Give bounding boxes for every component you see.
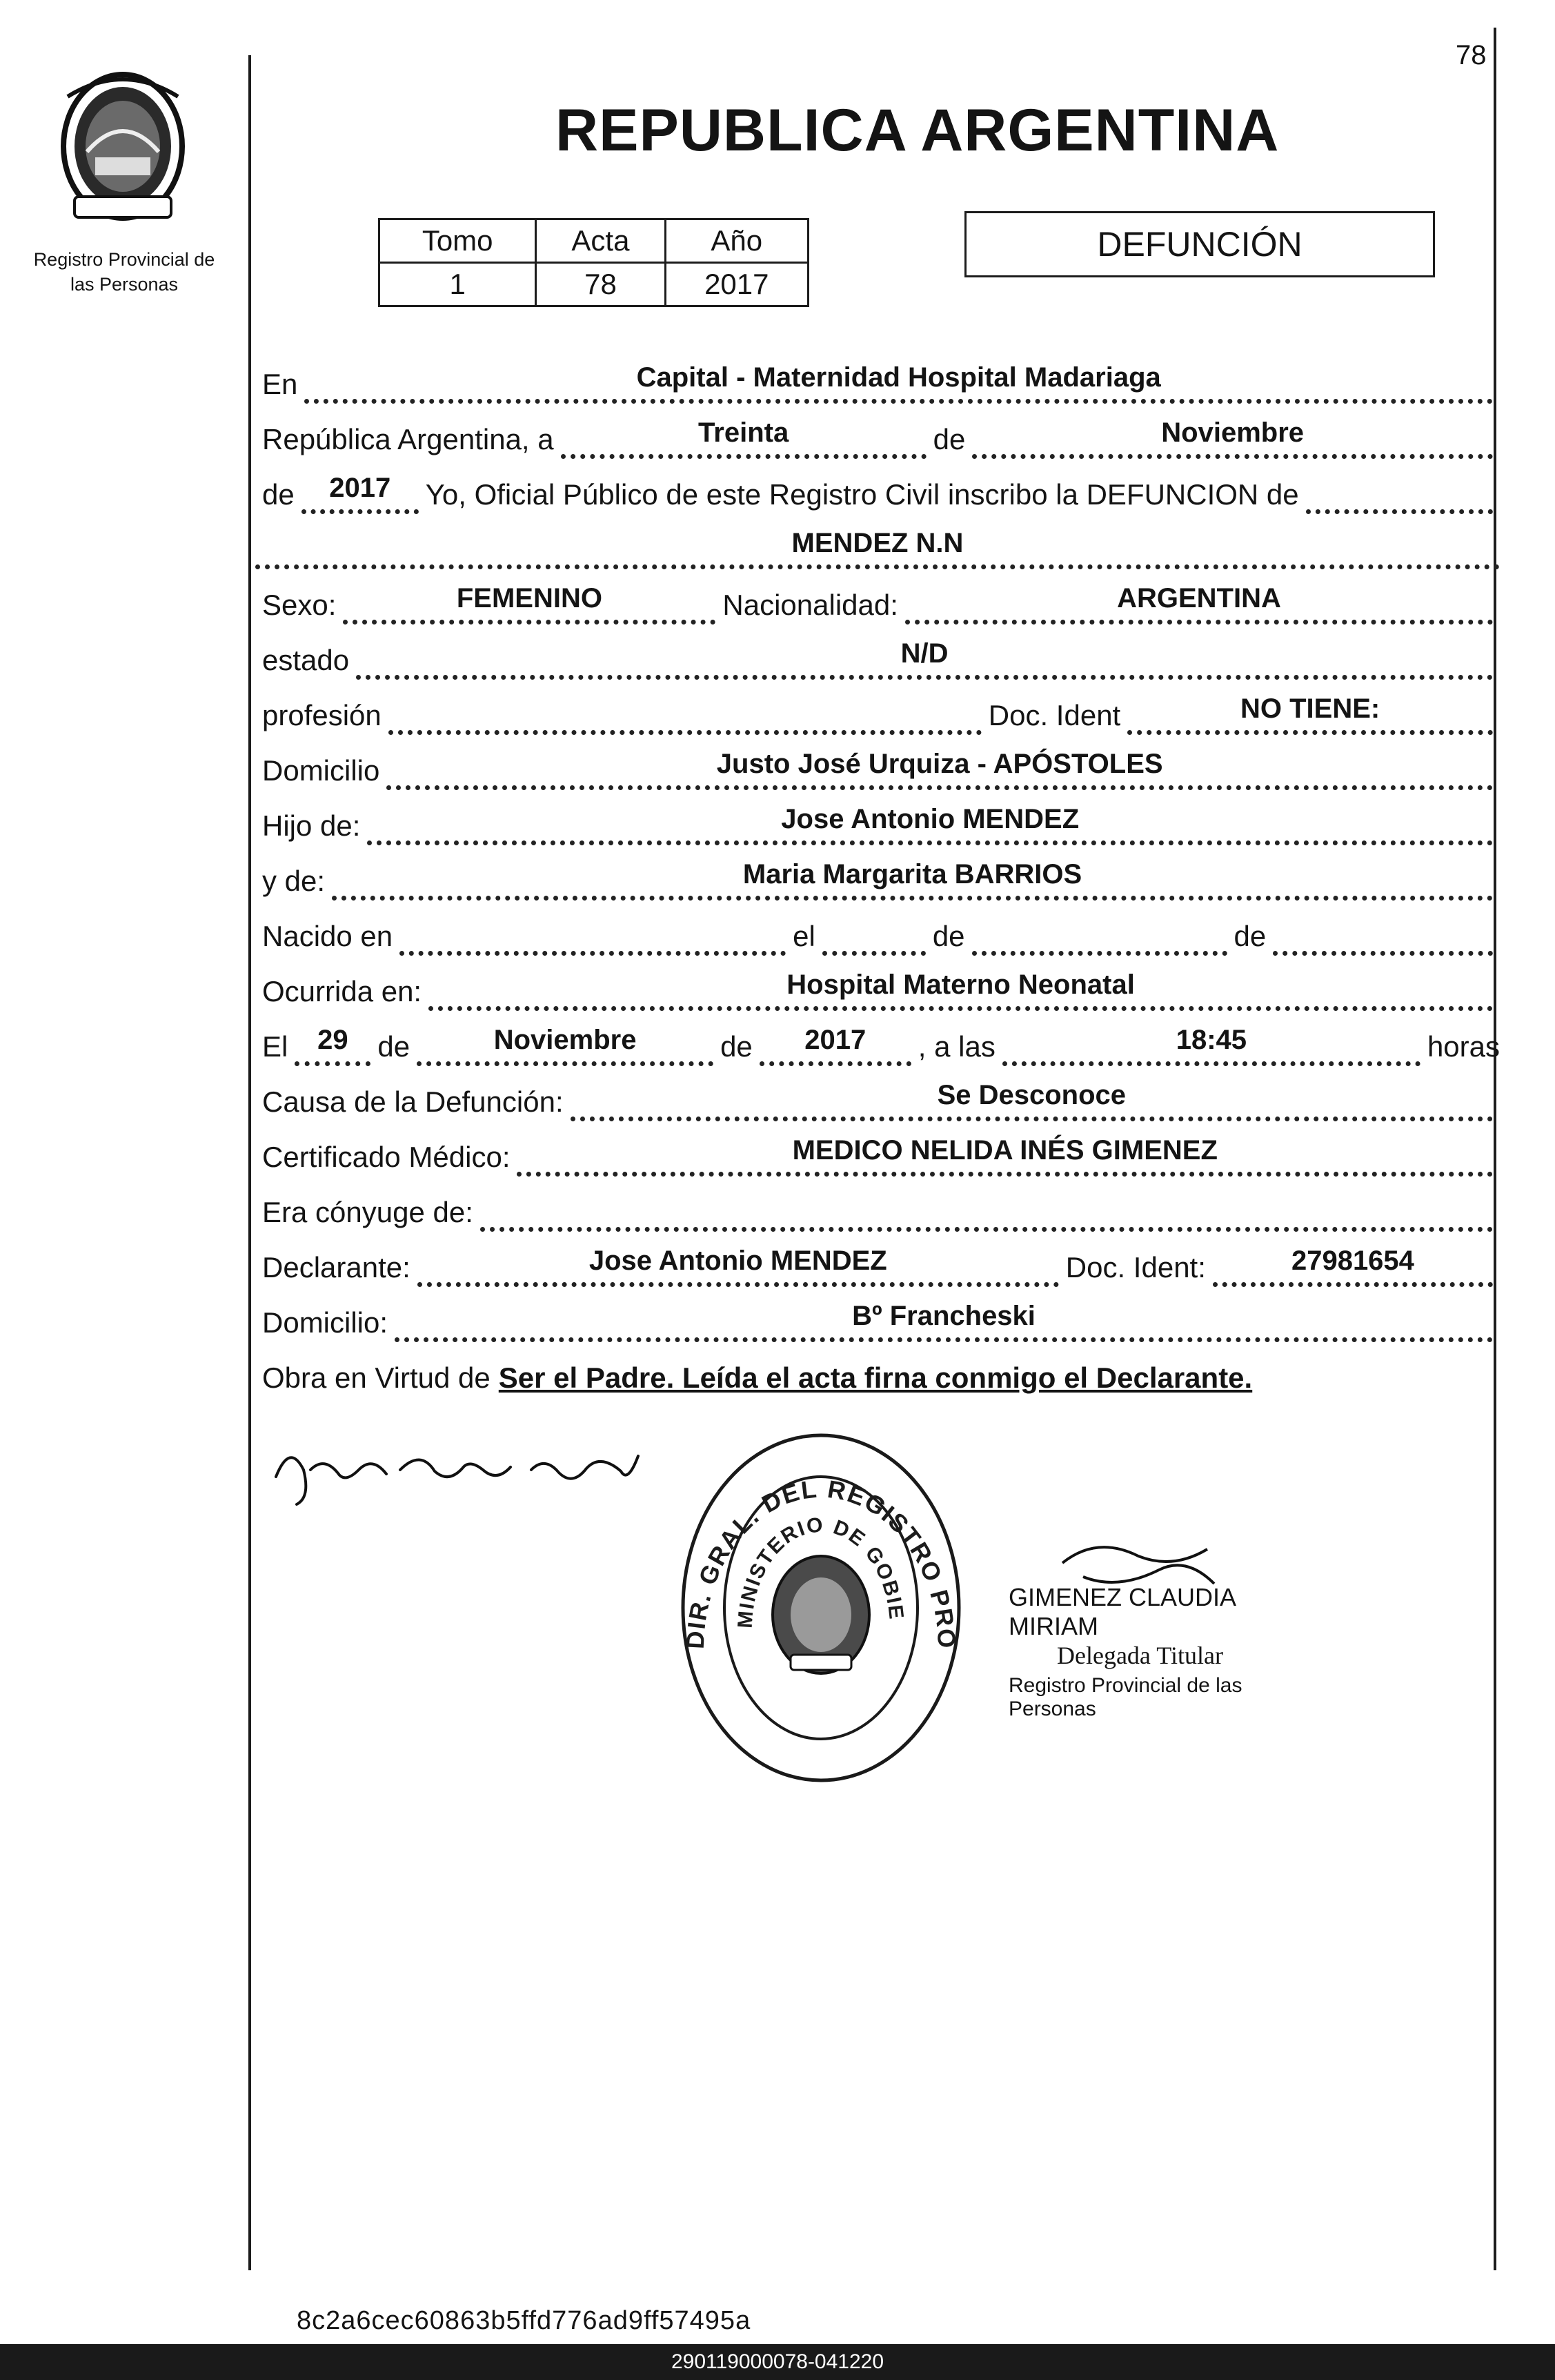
- nacido-month-field: [972, 909, 1227, 956]
- register-table-header: [379, 219, 809, 263]
- document-hash: 8c2a6cec60863b5ffd776ad9ff57495a: [297, 2306, 751, 2335]
- nacido-label: Nacido en: [262, 920, 393, 952]
- death-month-field: [417, 1020, 713, 1066]
- nacido-year-field: [1273, 909, 1493, 956]
- yde-value: Maria Margarita BARRIOS: [742, 859, 1082, 889]
- footer-id-bar: 290119000078-041220: [0, 2344, 1555, 2380]
- row-domicilio: [262, 735, 1500, 790]
- de-label: de: [933, 423, 966, 455]
- doc-ident-field: [1127, 689, 1493, 735]
- hijo-value: Jose Antonio MENDEZ: [781, 804, 1080, 834]
- death-time-value: 18:45: [1176, 1025, 1247, 1055]
- official-office: Registro Provincial de las Personas: [1009, 1674, 1242, 1720]
- month-field: [972, 413, 1493, 459]
- death-month-value: Noviembre: [493, 1025, 637, 1055]
- row-profesion: [262, 680, 1500, 735]
- republica-label: República Argentina, a: [262, 423, 554, 455]
- profesion-label: profesión: [262, 699, 382, 731]
- hijo-label: Hijo de:: [262, 809, 361, 842]
- death-day-field: [295, 1020, 370, 1066]
- official-stamp: [662, 1422, 980, 1794]
- yo-trailing-field: [1306, 468, 1493, 514]
- causa-field: [571, 1075, 1493, 1121]
- emblem-caption-line2: las Personas: [70, 274, 179, 295]
- row-certificado: [262, 1121, 1500, 1177]
- declarante-doc-field: [1213, 1241, 1493, 1287]
- death-year-field: [760, 1020, 911, 1066]
- day-field: [561, 413, 927, 459]
- year-field: [301, 468, 419, 514]
- nacido-day-field: [822, 909, 926, 956]
- doc-ident-label: Doc. Ident: [988, 699, 1121, 731]
- ocurrida-value: Hospital Materno Neonatal: [786, 970, 1135, 1000]
- el-label: El: [262, 1030, 288, 1063]
- estado-label: estado: [262, 644, 350, 676]
- nacionalidad-field: [905, 578, 1493, 624]
- conyuge-label: Era cónyuge de:: [262, 1196, 473, 1228]
- row-hijo: [262, 790, 1500, 845]
- register-table: [378, 218, 809, 307]
- row-estado: [262, 624, 1500, 680]
- province-emblem: [54, 69, 192, 228]
- row-obra: [262, 1342, 1500, 1397]
- causa-label: Causa de la Defunción:: [262, 1085, 564, 1118]
- conyuge-field: [480, 1186, 1493, 1232]
- register-header-anio: Año: [665, 219, 808, 263]
- row-nacido: [262, 901, 1500, 956]
- domicilio2-label: Domicilio:: [262, 1306, 388, 1339]
- domicilio-field: [386, 744, 1493, 790]
- deceased-name-field: [255, 523, 1500, 569]
- nacido-el-label: el: [793, 920, 815, 952]
- hijo-field: [367, 799, 1493, 845]
- nacido-place-field: [399, 909, 786, 956]
- document-type-box: DEFUNCIÓN: [964, 211, 1435, 277]
- emblem-caption-line1: Registro Provincial de: [33, 249, 215, 270]
- day-value: Treinta: [698, 417, 789, 448]
- register-table-values: [379, 263, 809, 306]
- yo-text: Yo, Oficial Público de este Registro Civil inscribo la DEFUNCION de: [425, 478, 1299, 511]
- death-day-value: 29: [317, 1025, 348, 1055]
- declarante-doc-label: Doc. Ident:: [1065, 1251, 1206, 1284]
- yde-label: y de:: [262, 865, 326, 897]
- register-header-tomo: Tomo: [379, 219, 536, 263]
- year-prefix: de: [262, 478, 295, 511]
- causa-value: Se Desconoce: [937, 1080, 1127, 1110]
- row-en: [262, 348, 1500, 404]
- row-conyuge: [262, 1177, 1500, 1232]
- declarante-field: [417, 1241, 1059, 1287]
- yde-field: [332, 854, 1493, 901]
- declarante-value: Jose Antonio MENDEZ: [588, 1246, 887, 1276]
- en-value: Capital - Maternidad Hospital Madariaga: [636, 362, 1161, 393]
- death-time-field: [1002, 1020, 1420, 1066]
- emblem-caption: [21, 247, 228, 297]
- month-value: Noviembre: [1161, 417, 1305, 448]
- estado-value: N/D: [900, 638, 949, 669]
- certificado-label: Certificado Médico:: [262, 1141, 511, 1173]
- official-title: Delegada Titular: [1057, 1642, 1223, 1669]
- row-death-date: [262, 1011, 1500, 1066]
- nacido-de1-label: de: [932, 920, 965, 952]
- obra-label: Obra en Virtud de: [262, 1361, 491, 1394]
- stamp-inner-text: MINISTERIO DE GOBIE: [733, 1513, 908, 1629]
- sexo-label: Sexo:: [262, 589, 337, 621]
- year-value: 2017: [329, 473, 391, 503]
- domicilio-value: Justo José Urquiza - APÓSTOLES: [716, 749, 1163, 779]
- declarante-label: Declarante:: [262, 1251, 410, 1284]
- estado-field: [356, 633, 1493, 680]
- stamp-outer-text: DIR. GRAL. DEL REGISTRO PRO: [680, 1474, 962, 1651]
- declarante-doc-value: 27981654: [1291, 1246, 1414, 1276]
- left-margin-line: [248, 55, 251, 2270]
- row-declarante: [262, 1232, 1500, 1287]
- a-las-label: , a las: [918, 1030, 996, 1063]
- row-ocurrida: [262, 956, 1500, 1011]
- ocurrida-label: Ocurrida en:: [262, 975, 422, 1007]
- death-de1-label: de: [377, 1030, 410, 1063]
- horas-label: horas: [1427, 1030, 1500, 1063]
- ocurrida-field: [428, 965, 1493, 1011]
- deceased-name-value: MENDEZ N.N: [791, 528, 964, 558]
- row-republica: [262, 404, 1500, 459]
- sexo-value: FEMENINO: [456, 583, 602, 613]
- death-year-value: 2017: [804, 1025, 866, 1055]
- domicilio2-value: Bº Francheski: [852, 1301, 1036, 1331]
- register-value-acta: 78: [536, 263, 665, 306]
- en-label: En: [262, 368, 298, 400]
- row-sexo: [262, 569, 1500, 624]
- certificado-field: [517, 1130, 1493, 1177]
- register-value-anio: 2017: [665, 263, 808, 306]
- declarante-signature: [262, 1428, 648, 1511]
- domicilio-label: Domicilio: [262, 754, 380, 787]
- death-de2-label: de: [720, 1030, 753, 1063]
- row-causa: [262, 1066, 1500, 1121]
- certificado-value: MEDICO NELIDA INÉS GIMENEZ: [792, 1135, 1218, 1166]
- doc-ident-value: NO TIENE:: [1240, 694, 1380, 724]
- domicilio2-field: [395, 1296, 1493, 1342]
- official-block: [1009, 1583, 1326, 1721]
- nacido-de2-label: de: [1234, 920, 1267, 952]
- obra-value: Ser el Padre. Leída el acta firna conmigo el Declarante.: [498, 1361, 1253, 1394]
- register-header-acta: Acta: [536, 219, 665, 263]
- official-name: GIMENEZ CLAUDIA MIRIAM: [1009, 1583, 1236, 1640]
- profesion-field: [388, 689, 982, 735]
- row-year: [262, 459, 1500, 514]
- nacionalidad-label: Nacionalidad:: [722, 589, 898, 621]
- document-title: REPUBLICA ARGENTINA: [555, 97, 1280, 164]
- sexo-field: [343, 578, 715, 624]
- en-field: [304, 357, 1493, 404]
- row-yde: [262, 845, 1500, 901]
- nacionalidad-value: ARGENTINA: [1117, 583, 1281, 613]
- row-deceased-name: [255, 514, 1500, 569]
- page-number: 78: [1456, 40, 1487, 70]
- register-value-tomo: 1: [379, 263, 536, 306]
- row-domicilio2: [262, 1287, 1500, 1342]
